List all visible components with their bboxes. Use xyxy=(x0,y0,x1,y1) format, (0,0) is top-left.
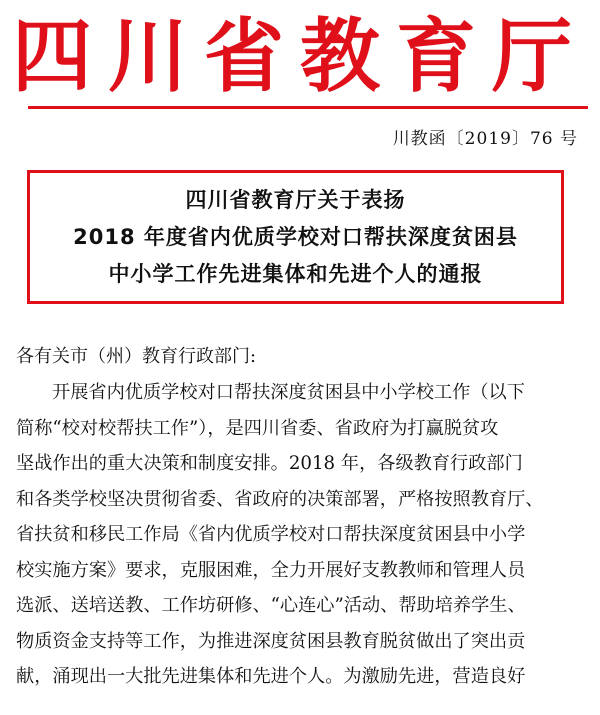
body-line: 校实施方案》要求，克服困难，全力开展好支教教师和管理人员 xyxy=(16,559,526,581)
document-title-line: 2018 年度省内优质学校对口帮扶深度贫困县 xyxy=(73,224,518,249)
document-title-line: 中小学工作先进集体和先进个人的通报 xyxy=(108,261,483,286)
masthead xyxy=(0,10,600,103)
document-title-line: 四川省教育厅关于表扬 xyxy=(185,187,406,212)
document-number: 川教函〔2019〕76 号 xyxy=(392,129,578,149)
body-line: 献，涌现出一大批先进集体和先进个人。为激励先进，营造良好 xyxy=(16,666,526,687)
body-line: 坚战作出的重大决策和制度安排。2018 年，各级教育行政部门 xyxy=(16,453,523,474)
masthead-title: 四川省教育厅 xyxy=(12,10,588,103)
body-line: 和各类学校坚决贯彻省委、省政府的决策部署，严格按照教育厅、 xyxy=(16,488,544,510)
body-line: 省扶贫和移民工作局《省内优质学校对口帮扶深度贫困县中小学 xyxy=(16,524,526,545)
body-line: 物质资金支持等工作，为推进深度贫困县教育脱贫做出了突出贡 xyxy=(16,630,526,652)
masthead-rule xyxy=(28,106,588,109)
salutation: 各有关市（州）教育行政部门: xyxy=(16,346,257,367)
body-line: 选派、送培送教、工作坊研修、“心连心”活动、帮助培养学生、 xyxy=(16,595,526,616)
document-title-box xyxy=(27,170,564,304)
body-paragraph xyxy=(16,375,590,695)
body-line: 开展省内优质学校对口帮扶深度贫困县中小学校工作（以下 xyxy=(52,382,525,403)
body-line: 简称“校对校帮扶工作”），是四川省委、省政府为打赢脱贫攻 xyxy=(16,417,499,439)
